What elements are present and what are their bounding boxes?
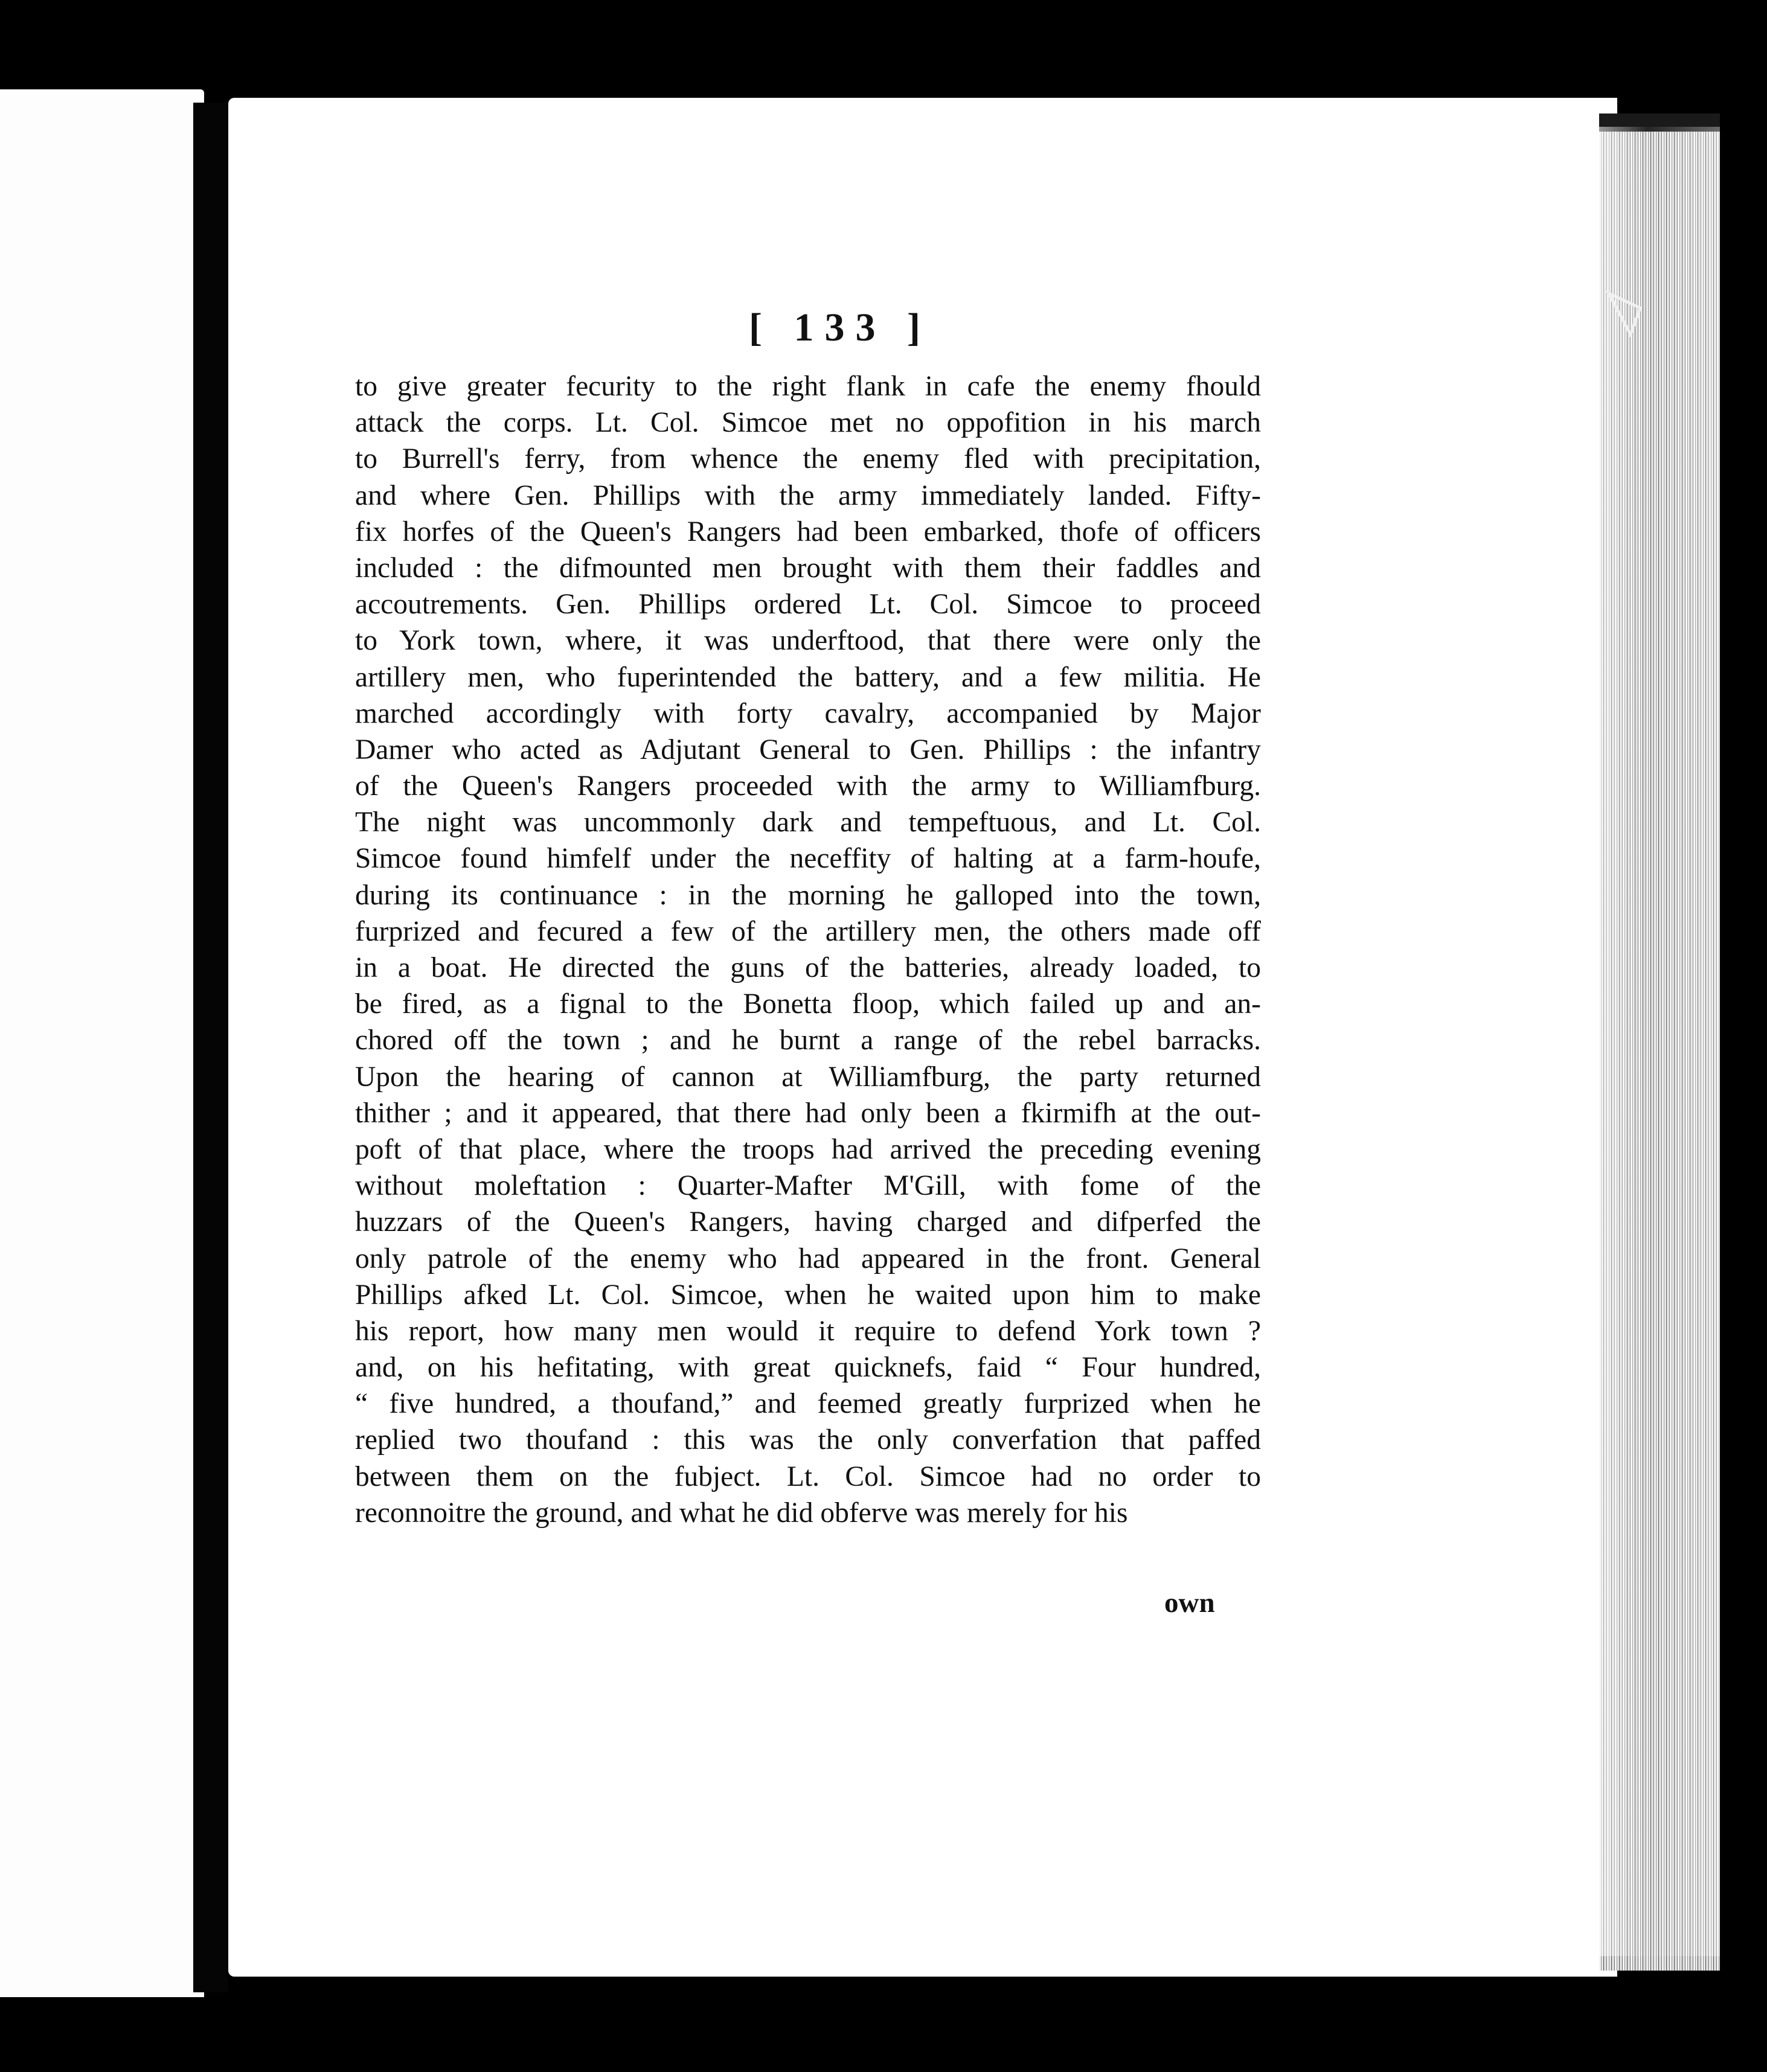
text-line: poft of that place, where the troops had arrived the preceding evening bbox=[355, 1133, 1261, 1165]
text-line: huzzars of the Queen's Rangers, having charged and difperfed the bbox=[355, 1206, 1261, 1238]
text-line: and, on his hefitating, with great quicknefs, faid “ Four hundred, bbox=[355, 1352, 1261, 1384]
text-line: Phillips afked Lt. Col. Simcoe, when he waited upon him to make bbox=[355, 1279, 1261, 1311]
page-number-header: [ 133 ] bbox=[749, 305, 931, 350]
text-line: accoutrements. Gen. Phillips ordered Lt. Col. Simcoe to proceed bbox=[355, 589, 1261, 621]
text-line: Damer who acted as Adjutant General to Gen. Phillips : the infantry bbox=[355, 734, 1261, 766]
text-line: to Burrell's ferry, from whence the enemy fled with precipitation, bbox=[355, 443, 1261, 475]
text-line: without moleftation : Quarter-Mafter M'Gill, with fome of the bbox=[355, 1170, 1261, 1202]
text-line: The night was uncommonly dark and tempeftuous, and Lt. Col. bbox=[355, 807, 1261, 839]
text-line: in a boat. He directed the guns of the batteries, already loaded, to bbox=[355, 952, 1261, 983]
body-text bbox=[355, 368, 1261, 1531]
text-line: to York town, where, it was underftood, that there were only the bbox=[355, 625, 1261, 657]
text-line: reconnoitre the ground, and what he did obferve was merely for his bbox=[355, 1497, 1128, 1529]
text-line: be fired, as a fignal to the Bonetta floop, which failed up and an- bbox=[355, 988, 1261, 1020]
text-line: thither ; and it appeared, that there had only been a fkirmifh at the out- bbox=[355, 1097, 1261, 1129]
text-line: Simcoe found himfelf under the neceffity of halting at a farm-houfe, bbox=[355, 843, 1261, 875]
catchword: own bbox=[1164, 1587, 1215, 1619]
text-line: included : the difmounted men brought with them their faddles and bbox=[355, 552, 1261, 584]
text-line: his report, how many men would it require to defend York town ? bbox=[355, 1315, 1261, 1347]
text-line: artillery men, who fuperintended the battery, and a few militia. He bbox=[355, 661, 1261, 693]
text-line: furprized and fecured a few of the artillery men, the others made off bbox=[355, 915, 1261, 947]
text-line: marched accordingly with forty cavalry, accompanied by Major bbox=[355, 697, 1261, 729]
text-line: during its continuance : in the morning he galloped into the town, bbox=[355, 879, 1261, 911]
text-line: replied two thoufand : this was the only converfation that paffed bbox=[355, 1424, 1261, 1456]
text-line: only patrole of the enemy who had appeared in the front. General bbox=[355, 1242, 1261, 1274]
text-line: to give greater fecurity to the right flank in cafe the enemy fhould bbox=[355, 371, 1261, 402]
text-line: of the Queen's Rangers proceeded with the army to Williamfburg. bbox=[355, 770, 1261, 802]
text-line: and where Gen. Phillips with the army immediately landed. Fifty- bbox=[355, 479, 1261, 511]
text-line: between them on the fubject. Lt. Col. Simcoe had no order to bbox=[355, 1460, 1261, 1492]
text-line: attack the corps. Lt. Col. Simcoe met no oppofition in his march bbox=[355, 407, 1261, 439]
page-marker-icon bbox=[1606, 290, 1643, 338]
text-line: Upon the hearing of cannon at Williamfburg, the party returned bbox=[355, 1061, 1261, 1093]
text-line: fix horfes of the Queen's Rangers had been embarked, thofe of officers bbox=[355, 516, 1261, 548]
book-gutter bbox=[193, 103, 228, 1992]
text-line: “ five hundred, a thoufand,” and feemed greatly furprized when he bbox=[355, 1388, 1261, 1420]
left-facing-page bbox=[0, 89, 204, 1997]
page-edges-shade bbox=[1599, 127, 1720, 1956]
text-line: chored off the town ; and he burnt a range of the rebel barracks. bbox=[355, 1025, 1261, 1057]
